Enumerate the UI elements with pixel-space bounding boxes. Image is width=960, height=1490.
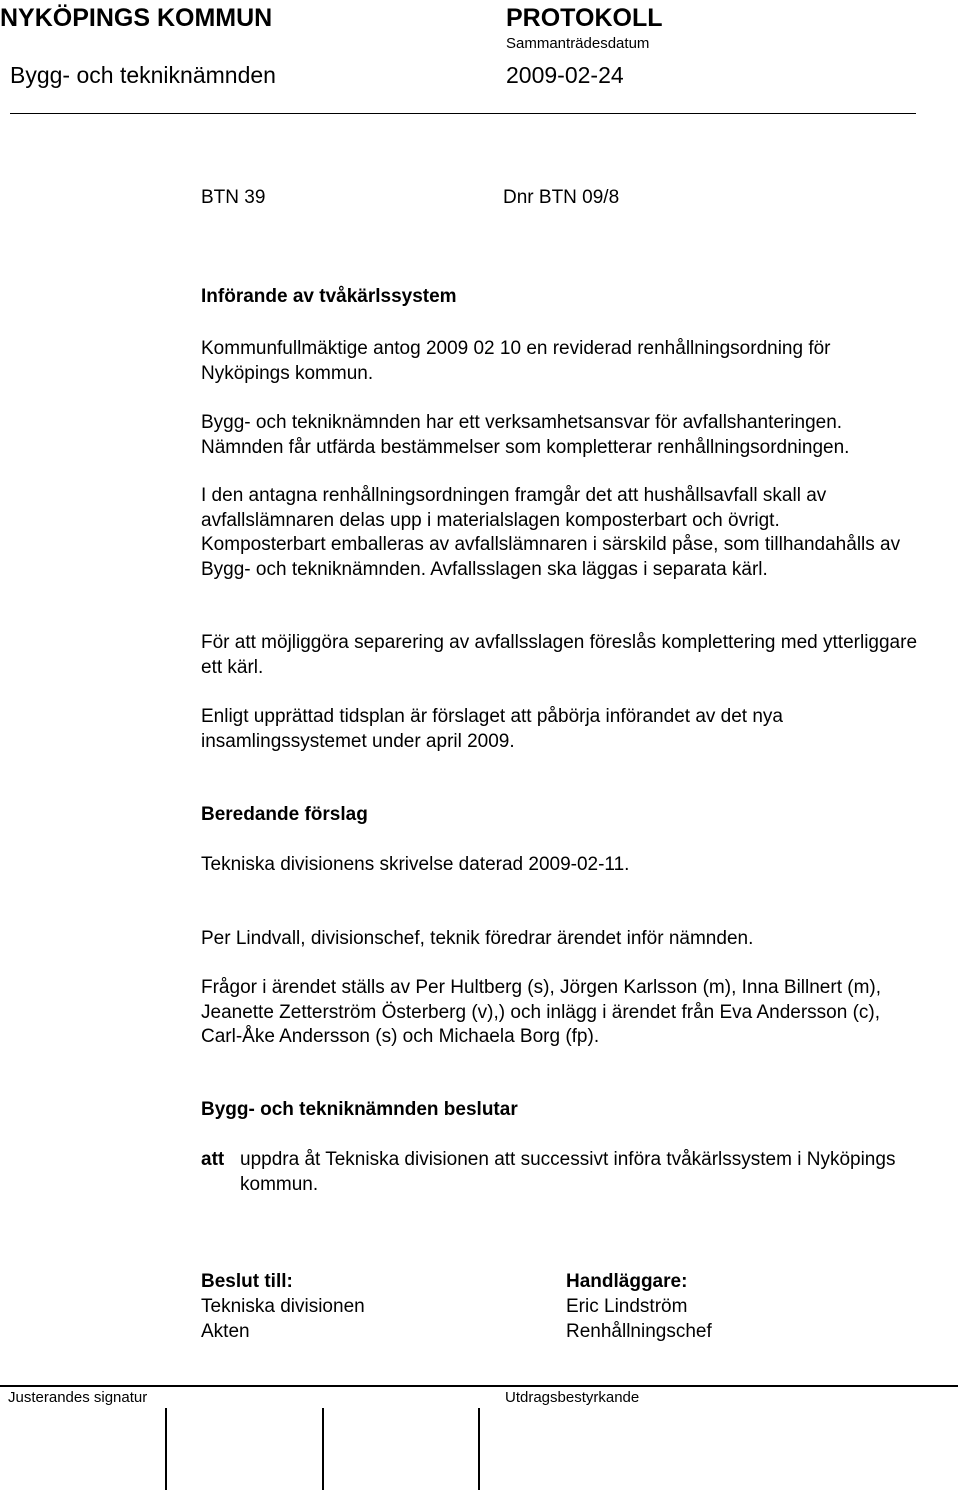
handler-label: Handläggare: — [566, 1271, 688, 1292]
distribution-recipient: Tekniska divisionen — [201, 1296, 365, 1317]
handler-title: Renhållningschef — [566, 1321, 712, 1342]
document-type: PROTOKOLL — [506, 4, 663, 32]
paragraph: Bygg- och tekniknämnden har ett verksamhetsansvar för avfallshanteringen. Nämnden får utfärda bestämmelser som kompletterar renhållningsordningen. — [201, 412, 850, 458]
decision-heading: Bygg- och tekniknämnden beslutar — [201, 1099, 518, 1120]
decision-text: uppdra åt Tekniska divisionen att successivt införa tvåkärlssystem i Nyköpings kommun. — [240, 1149, 896, 1195]
page-title: Införande av tvåkärlssystem — [201, 286, 457, 307]
handler-name: Eric Lindström — [566, 1296, 688, 1317]
header-divider — [10, 113, 916, 114]
signature-box-divider — [165, 1408, 167, 1490]
paragraph: Kommunfullmäktige antog 2009 02 10 en reviderad renhållningsordning för Nyköpings kommun. — [201, 338, 831, 384]
decision-att: att — [201, 1149, 225, 1170]
signature-box-divider — [478, 1408, 480, 1490]
signature-label: Justerandes signatur — [8, 1389, 148, 1406]
proposal-heading: Beredande förslag — [201, 804, 368, 825]
questions-text: Frågor i ärendet ställs av Per Hultberg (s), Jörgen Karlsson (m), Inna Billnert (m), Jeanette Zetterström Österberg (v),) och inlägg i ärendet från Eva Andersson (c), Carl-Åke Andersson (s) och Michaela Borg (fp). — [201, 977, 882, 1047]
paragraph: Enligt upprättad tidsplan är förslaget att påbörja införandet av det nya insamlingssystemet under april 2009. — [201, 706, 783, 752]
signature-box-divider — [322, 1408, 324, 1490]
paragraph: I den antagna renhållningsordningen framgår det att hushållsavfall skall av avfallslämnaren delas upp i materialslagen komposterbart och övrigt. — [201, 485, 827, 531]
paragraph: Komposterbart emballeras av avfallslämnaren i särskild påse, som tillhandahålls av Bygg- och tekniknämnden. Avfallsslagen ska läggas i separata kärl. — [201, 534, 901, 580]
committee-name: Bygg- och tekniknämnden — [10, 62, 276, 88]
municipality-name: NYKÖPINGS KOMMUN — [0, 4, 273, 32]
footer-divider — [0, 1385, 958, 1387]
proposal-text: Tekniska divisionens skrivelse daterad 2009-02-11. — [201, 854, 630, 875]
distribution-label: Beslut till: — [201, 1271, 293, 1292]
case-number: BTN 39 — [201, 187, 266, 208]
paragraph: För att möjliggöra separering av avfallsslagen föreslås komplettering med ytterliggare ett kärl. — [201, 632, 918, 678]
case-dnr: Dnr BTN 09/8 — [503, 187, 620, 208]
distribution-recipient: Akten — [201, 1321, 250, 1342]
extract-label: Utdragsbestyrkande — [505, 1389, 640, 1406]
presenter-text: Per Lindvall, divisionschef, teknik föredrar ärendet inför nämnden. — [201, 928, 754, 949]
meeting-date: 2009-02-24 — [506, 62, 624, 88]
meeting-date-label: Sammanträdesdatum — [506, 35, 650, 52]
